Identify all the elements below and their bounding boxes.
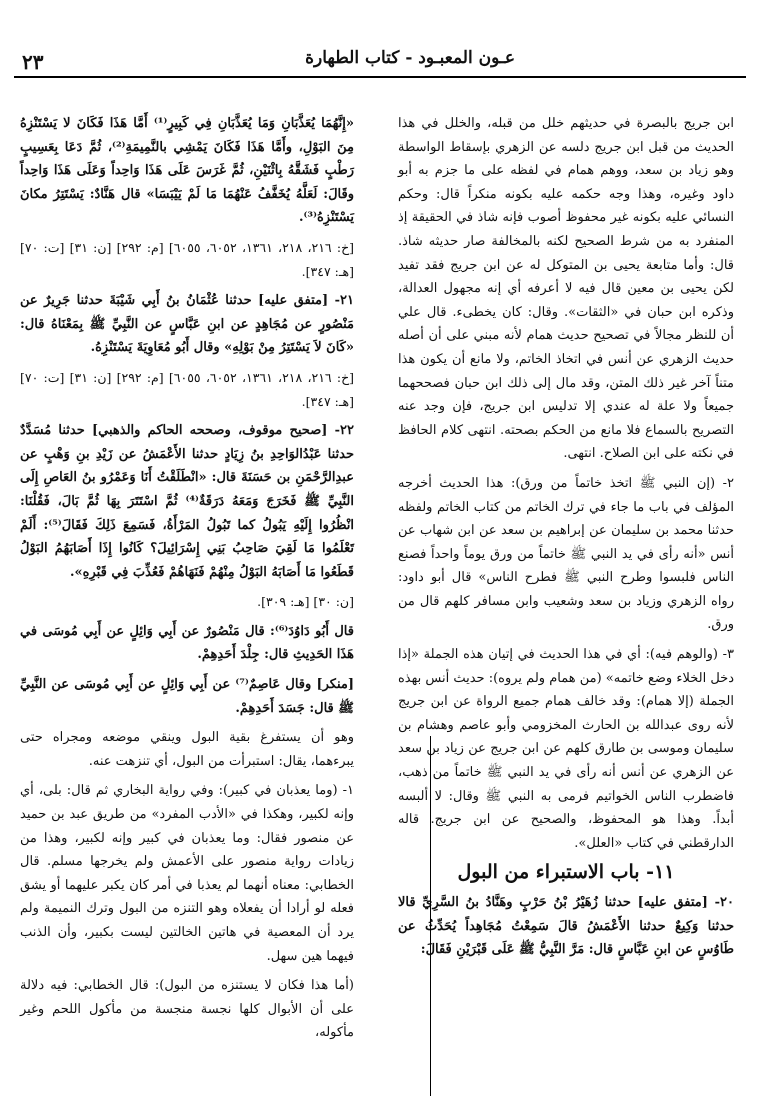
reference-22: [ن: ٣٠] [هـ: ٣٠٩]. [257, 594, 354, 610]
section-heading: ١١- باب الاستبراء من البول [457, 861, 675, 884]
left-column [20, 112, 354, 1051]
commentary-paragraph: ١- (وما يعذبان في كبير): وفي رواية البخاري ثم قال: بلى، أي وإنه لكبير، وهكذا في «الأدب المفرد» من طريق عبد بن حميد عن منصور فقال: وما يعذبان في كبير وإنه لكبير، وهذا من زيادات رواية منصور على الأعمش ولم يخرجها مسلم. قال الخطابي: معناه أنهما لم يعذبا في أمر كان يكبر عليهما أو يشق فعله لو أرادا أن يفعلاه وهو التنزه من البول وترك النميمة ولم يرد أن المعصية في هاتين الخالتين ليست بكبير، وأن الذنب فيهما هين سهل. [20, 783, 354, 964]
page-number: ٢٣ [22, 50, 44, 74]
page-header [0, 0, 760, 80]
header-rule [14, 76, 746, 78]
hadith-21: ٢١- [متفق عليه] حدثنا عُثْمَانُ بنُ أَبِي شَيْبَةَ حدثنا جَرِيرٌ عن مَنْصُورٍ عن مُجَاهِدٍ عن ابنِ عَبَّاسٍ عن النَّبِيِّ ﷺ بِمَعْنَاهُ قال: «كَانَ لاَ يَسْتَتِرُ مِنْ بَوْلِهِ» وقال أَبُو مُعَاوِيَةَ يَسْتَنْزِهُ. [20, 293, 354, 356]
reference-20: [خ: ٢١٦، ٢١٨، ١٣٦١، ٦٠٥٢، ٦٠٥٥] [م: ٢٩٢] [ن: ٣١] [ت: ٧٠] [هـ: ٣٤٧]. [20, 239, 355, 279]
commentary-paragraph: وهو أن يستفرغ بقية البول وينقي موضعه ومجراه حتى يبرءهما، يقال: استبرأت من البول، أي تنزهت عنه. [20, 730, 354, 769]
commentary-paragraph: ٣- (والوهم فيه): أي في هذا الحديث في إتيان هذه الجملة «إذا دخل الخلاء وضع خاتمه» (من همام ولم يروه): حديث أنس بهذه الجملة (إلا همام): وقد خالف همام جميع الرواة عن ابن جريج لأنه روى عبدالله بن الحارث المخزومي وأبو عاصم وهشام بن سليمان وموسى بن طارق كلهم عن ابن جريج عن زياد بن سعد عن الزهري عن أنس أنه رأى في يد النبي ﷺ خاتماً من ذهب، فاضطرب الناس الخواتيم فرمى به النبي ﷺ وقال: لا ألبسه أبداً. وهذا هو المحفوظ، والصحيح عن ابن جريج. قاله الدارقطني في كتاب «العلل». [398, 647, 734, 851]
hadith-22: ٢٢- [صحيح موقوف، وصححه الحاكم والذهبي] حدثنا مُسَدَّدٌ حدثنا عَبْدُالوَاحِدِ بنُ زِيَادٍ حدثنا الأَعْمَشُ عن زَيْدِ بنِ وَهْبٍ عن عبدِالرَّحْمَنِ بن حَسَنَةَ قال: «انْطَلَقْتُ أَنَا وَعَمْرُو بنُ العَاصِ إِلَى النَّبِيِّ ﷺ فَخَرَجَ وَمَعَهُ دَرَقَةٌ⁽⁴⁾ ثُمَّ اسْتَتَرَ بِهَا ثُمَّ بَالَ، فَقُلْنَا: انْظُرُوا إِلَيْهِ يَبُولُ كما تَبُولُ المَرْأَةُ، فَسَمِعَ ذَلِكَ فَقَالَ⁽⁵⁾: أَلَمْ تَعْلَمُوا مَا لَقِيَ صَاحِبُ بَنِي إِسْرَائِيلَ؟ كَانُوا إِذَا أَصَابَهُمُ البَوْلُ قَطَعُوا مَا أَصَابَهُ البَوْلُ مِنْهُمْ فَنَهَاهُمْ فَعُذِّبَ فِي قَبْرِهِ». [20, 423, 354, 580]
reference-21: [خ: ٢١٦، ٢١٨، ١٣٦١، ٦٠٥٢، ٦٠٥٥] [م: ٢٩٢] [ن: ٣١] [ت: ٧٠] [هـ: ٣٤٧]. [20, 369, 355, 409]
abu-dawud-note: قال أَبُو دَاوُدَ⁽⁶⁾: قال مَنْصُورٌ عن أَبِي وَائِلٍ عن أَبِي مُوسَى في هَذَا الحَدِيثِ قال: جِلْدَ أَحَدِهِمْ. [20, 623, 354, 663]
running-title: عـون المعبـود - كتاب الطهارة [305, 48, 515, 68]
munkar-note: [منكر] وقال عَاصِمٌ⁽⁷⁾ عن أَبِي وَائِلٍ عن أَبِي مُوسَى عن النَّبِيِّ ﷺ قال: جَسَدَ أَحَدِهِمْ. [20, 677, 354, 716]
hadith-20-continued: «إِنَّهُمَا يُعَذَّبَانِ وَمَا يُعَذَّبَانِ فِي كَبِيرٍ⁽¹⁾ أَمَّا هَذَا فَكَانَ لا يَسْتَنْزِهُ مِنَ البَوْلِ، وأَمَّا هَذَا فَكَانَ يَمْشِي بالنَّمِيمَةِ⁽²⁾، ثُمَّ دَعَا بِعَسِيبٍ رَطْبٍ فَشَقَّهُ بِاثْنَيْنِ، ثُمَّ غَرَسَ عَلَى هَذَا وَاحِداً وَعَلَى هَذَا وَاحِداً وقَالَ: لَعَلَّهُ يُخَفَّفُ عَنْهُمَا مَا لَمْ يَيْبَسَا» قال هَنَّادٌ: يَسْتَتِرُ مكانَ يَسْتَنْزِهُ⁽³⁾. [20, 116, 354, 226]
commentary-paragraph: (أما هذا فكان لا يستنزه من البول): قال الخطابي: فيه دلالة على أن الأبوال كلها نجسة منجسة من مأكول اللحم وغير مأكوله، [20, 978, 354, 1041]
right-column [398, 112, 734, 968]
hadith-20: ٢٠- [متفق عليه] حدثنا زُهَيْرُ بْنُ حَرْبٍ وهَنَّادُ بنُ السَّرِيِّ قالا حدثنا وَكِيعٌ حدثنا الأَعْمَشُ قالَ سَمِعْتُ مُجَاهِداً يُحَدِّثُ عن طَاوُسٍ عن ابنِ عَبَّاسٍ قال: مَرَّ النَّبِيُّ ﷺ عَلَى قَبْرَيْنِ فَقَالَ: [398, 895, 734, 958]
commentary-paragraph: ٢- (إن النبي ﷺ اتخذ خاتماً من ورق): هذا الحديث أخرجه المؤلف في باب ما جاء في ترك الخاتم من كتاب الخاتم ولفظه حدثنا محمد بن سليمان عن إبراهيم بن سعد عن ابن شهاب عن أنس «أنه رأى في يد النبي ﷺ خاتماً من ورق يوماً واحداً فصنع الناس فلبسوا وطرح النبي ﷺ فطرح الناس» قال أبو داود: رواه الزهري وزياد بن سعد وشعيب وابن مسافر كلهم قال من ورق. [398, 475, 734, 633]
column-divider [430, 736, 431, 1096]
commentary-paragraph: ابن جريج بالبصرة في حديثهم خلل من قبله، والخلل في هذا الحديث من قبل ابن جريج دلسه عن الزهري بإسقاط الواسطة وهو زياد بن سعد، ووهم همام في لفظه على ما جزم به أبو داود وغيره، وهذا وجه حكمه عليه بكونه منكراً قال: وحكم النسائي عليه بكونه غير محفوظ أصوب فإنه شاذ في الحقيقة إذ المنفرد به من شرط الصحيح لكنه بالمخالفة صار حديثه شاذ. قال: وأما متابعة يحيى بن المتوكل له عن ابن جريج فقد تفيد لكن يحيى بن معين قال فيه لا أعرفه أي إنه مجهول العدالة، وذكره ابن حبان في «الثقات». وقال: كان يخطىء. قال علي أن للنظر مجالاً في تصحيح حديث همام لأنه مبني على أن أصله حديث الزهري عن أنس في اتخاذ الخاتم، ولا مانع أن يكون هذا متناً آخر غير ذلك المتن، وقد مال إلى ذلك ابن حبان فصححهما جميعاً ولا علة له عندي إلا تدليس ابن جريج، فإن وجد عنه التصريح بالسماع فلا مانع من الحكم بصحته. انتهى كلام الحافظ في نكته على ابن الصلاح. انتهى. [398, 116, 734, 462]
